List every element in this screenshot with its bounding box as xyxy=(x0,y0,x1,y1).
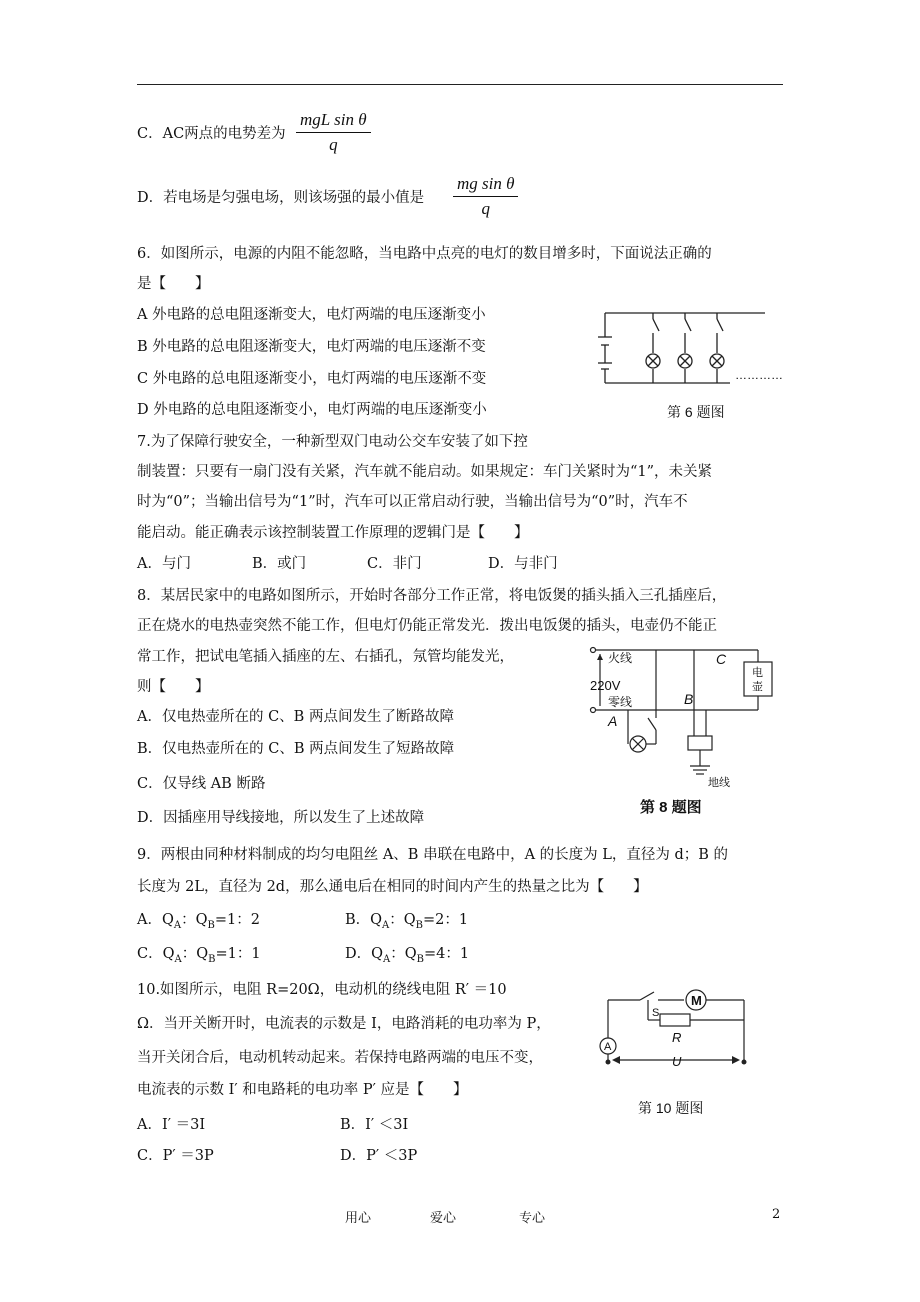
q10-stem-line1: 10.如图所示，电阻 R=20Ω，电动机的绕线电阻 R′ ＝10 xyxy=(137,982,507,998)
q9-option-d-post: =4：1 xyxy=(424,946,470,962)
q10-voltage-label: U xyxy=(672,1054,682,1069)
q10-motor-label: M xyxy=(691,993,702,1008)
q8-point-a: A xyxy=(608,713,618,729)
q10-figure-caption: 第 10 题图 xyxy=(638,1100,704,1116)
q9-option-b-mid: ：Q xyxy=(389,912,416,928)
q5-option-c-fraction xyxy=(296,110,371,155)
q6-option-a: A 外电路的总电阻逐渐变大，电灯两端的电压逐渐变小 xyxy=(137,307,486,323)
q9-option-a-sub-a: A xyxy=(173,919,182,931)
q10-option-c: C．P′ ＝3P xyxy=(137,1148,214,1164)
q6-dots: ………… xyxy=(735,368,783,382)
q9-option-b-sub-b: B xyxy=(415,919,424,931)
q9-option-c-pre: C．Q xyxy=(137,946,175,962)
q10-ammeter-label: A xyxy=(604,1041,612,1053)
q9-option-c-mid: ：Q xyxy=(181,946,209,962)
q10-stem-line3: 当开关闭合后，电动机转动起来。若保持电路两端的电压不变， xyxy=(137,1050,543,1066)
q10-stem-line2: Ω．当开关断开时，电流表的示数是 I，电路消耗的电功率为 P， xyxy=(137,1016,551,1032)
q8-option-b: B．仅电热壶所在的 C、B 两点间发生了短路故障 xyxy=(137,741,455,757)
q8-option-a: A．仅电热壶所在的 C、B 两点间发生了断路故障 xyxy=(137,709,454,725)
q10-stem-line4: 电流表的示数 I′ 和电路耗的电功率 P′ 应是【 】 xyxy=(137,1082,468,1098)
q9-option-b-pre: B．Q xyxy=(345,912,383,928)
q7-stem-line3: 时为“0”；当输出信号为“1”时，汽车可以正常启动行驶，当输出信号为“0”时，汽车不 xyxy=(137,494,688,510)
q9-option-d-sub-b: B xyxy=(416,953,424,965)
q7-stem-line4: 能启动。能正确表示该控制装置工作原理的逻辑门是【 】 xyxy=(137,525,529,541)
q8-stem-line3: 常工作，把试电笔插入插座的左、右插孔，氖管均能发光， xyxy=(137,649,514,665)
q9-option-d-mid: ：Q xyxy=(390,946,417,962)
q9-option-a-pre: A．Q xyxy=(137,912,174,928)
q8-option-c: C．仅导线 AB 断路 xyxy=(137,776,266,792)
q10-option-b: B．I′ ＜3I xyxy=(340,1117,409,1133)
footer-word-1: 用心 xyxy=(345,1211,372,1226)
q9-option-a-post: =1：2 xyxy=(214,912,260,928)
q6-option-b: B 外电路的总电阻逐渐变大，电灯两端的电压逐渐不变 xyxy=(137,339,486,355)
q6-option-d: D 外电路的总电阻逐渐变小，电灯两端的电压逐渐变小 xyxy=(137,402,487,418)
q7-option-a: A．与门 xyxy=(137,556,191,572)
fraction-numerator: mgL sin θ xyxy=(296,110,371,133)
q8-ground-label: 地线 xyxy=(708,777,730,789)
q5-option-d: D．若电场是匀强电场，则该场强的最小值是 xyxy=(137,190,425,206)
fraction-numerator: mg sin θ xyxy=(453,174,518,197)
q10-resistor-label: R xyxy=(672,1030,682,1045)
q6-stem-line2: 是【 】 xyxy=(137,276,210,292)
q9-option-d-sub-a: A xyxy=(383,953,391,965)
q9-option-d xyxy=(345,944,469,970)
q8-kettle-label-2: 壶 xyxy=(752,681,763,693)
fraction-denominator: q xyxy=(329,135,338,154)
q9-option-a-sub-b: B xyxy=(207,919,215,931)
header-rule xyxy=(137,84,783,85)
q9-option-a-mid: ：Q xyxy=(181,912,208,928)
q8-kettle-label-1: 电 xyxy=(752,667,763,679)
q8-voltage-label: 220V xyxy=(590,678,621,693)
q5-option-c: C．AC两点的电势差为 xyxy=(137,126,286,142)
q9-option-a xyxy=(137,910,260,936)
q8-fire-line-label: 火线 xyxy=(608,651,633,665)
q6-figure-caption: 第 6 题图 xyxy=(667,404,725,420)
q8-option-d: D．因插座用导线接地，所以发生了上述故障 xyxy=(137,810,425,826)
q8-point-b: B xyxy=(684,691,694,707)
q9-option-d-pre: D．Q xyxy=(345,946,384,962)
q8-point-c: C xyxy=(716,651,727,667)
q6-stem-line1: 6．如图所示，电源的内阻不能忽略，当电路中点亮的电灯的数目增多时，下面说法正确的 xyxy=(137,246,712,262)
q10-option-a: A．I′ ＝3I xyxy=(137,1117,206,1133)
q8-figure-caption: 第 8 题图 xyxy=(640,799,702,816)
q7-stem-line1: 7.为了保障行驶安全，一种新型双门电动公交车安装了如下控 xyxy=(137,434,528,450)
q6-option-c: C 外电路的总电阻逐渐变小，电灯两端的电压逐渐不变 xyxy=(137,371,487,387)
footer-word-3: 专心 xyxy=(519,1211,546,1226)
page-number: 2 xyxy=(772,1207,781,1222)
q8-stem-line1: 8．某居民家中的电路如图所示，开始时各部分工作正常，将电饭煲的插头插入三孔插座后， xyxy=(137,588,727,604)
q9-option-c-sub-b: B xyxy=(208,953,216,965)
q8-stem-line4: 则【 】 xyxy=(137,679,210,695)
q9-stem-line1: 9．两根由同种材料制成的均匀电阻丝 A、B 串联在电路中，A 的长度为 L，直径为 d；B 的 xyxy=(137,847,729,863)
q9-option-b-post: =2：1 xyxy=(423,912,469,928)
q8-zero-line-label: 零线 xyxy=(608,695,633,709)
q10-option-d: D．P′ ＜3P xyxy=(340,1148,418,1164)
q10-switch-label: S xyxy=(652,1007,660,1019)
q9-option-b-sub-a: A xyxy=(382,919,390,931)
q7-option-b: B．或门 xyxy=(252,556,307,572)
q7-stem-line2: 制装置：只要有一扇门没有关紧，汽车就不能启动。如果规定：车门关紧时为“1”，未关紧 xyxy=(137,464,713,480)
q9-option-b xyxy=(345,910,468,936)
q7-option-c: C．非门 xyxy=(367,556,422,572)
fraction-denominator: q xyxy=(481,199,490,218)
q5-option-d-fraction xyxy=(453,174,518,219)
q8-stem-line2: 正在烧水的电热壶突然不能工作，但电灯仍能正常发光．拨出电饭煲的插头，电壶仍不能正 xyxy=(137,618,717,634)
q9-option-c-sub-a: A xyxy=(174,953,182,965)
q9-option-c xyxy=(137,944,261,970)
q10-circuit-figure xyxy=(596,986,756,1070)
q9-option-c-post: =1：1 xyxy=(215,946,261,962)
q9-stem-line2: 长度为 2L，直径为 2d，那么通电后在相同的时间内产生的热量之比为【 】 xyxy=(137,879,648,895)
q7-option-d: D．与非门 xyxy=(488,556,558,572)
q8-circuit-figure xyxy=(588,640,780,792)
footer-word-2: 爱心 xyxy=(430,1211,457,1226)
q6-circuit-figure xyxy=(595,305,795,390)
